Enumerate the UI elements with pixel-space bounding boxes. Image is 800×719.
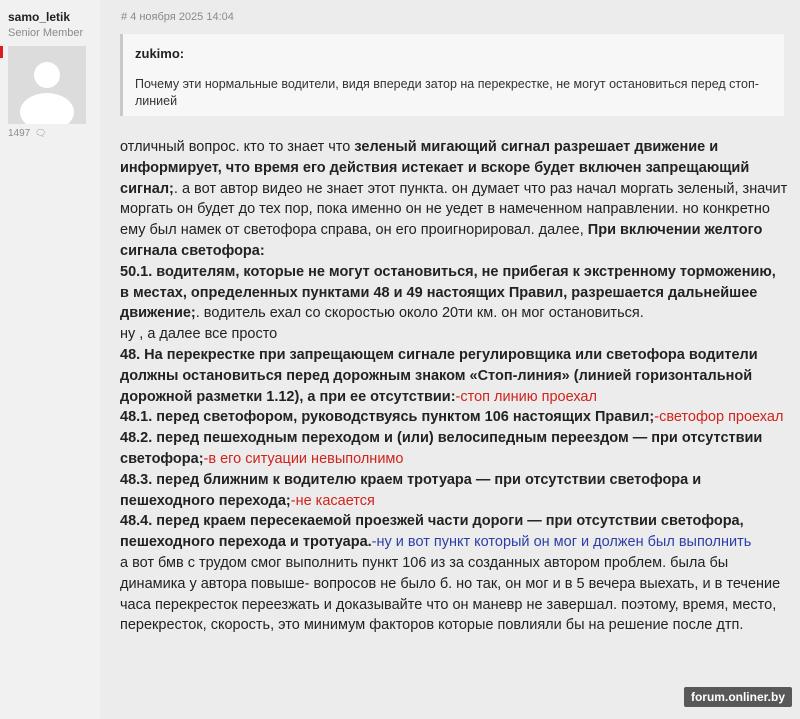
bold-rule-text: 48.3. перед ближним к водителю краем тротуара — при отсутствии светофора и пешеходного перехода; xyxy=(120,471,702,509)
speech-bubble-icon: 🗨 xyxy=(35,128,47,138)
author-rank: Senior Member xyxy=(8,27,84,39)
author-panel xyxy=(0,0,100,719)
paragraph-rule-48-4 xyxy=(120,511,788,553)
bold-rule-text: При включении желтого сигнала светофора: xyxy=(120,222,763,259)
quote-author: zukimo: xyxy=(135,46,185,61)
post-count xyxy=(8,128,46,139)
post-meta xyxy=(121,11,234,23)
text-segment: ну , а далее все просто xyxy=(120,326,278,343)
paragraph-rule-48-2 xyxy=(120,428,788,470)
site-watermark: forum.onliner.by xyxy=(684,687,792,707)
bold-rule-text: 48. На перекрестке при запрещающем сигнале регулировщика или светофора водители должны остановиться перед дорожным знаком «Стоп-линия» (линией горизонтальной дорожной разметки 1.12), а при ее отсутствии: xyxy=(120,346,758,405)
paragraph-intro xyxy=(120,137,788,262)
blue-comment: -ну и вот пункт который он мог и должен был выполнить xyxy=(371,534,752,551)
red-comment: -стоп линию проехал xyxy=(455,388,597,405)
paragraph-rule-48-3 xyxy=(120,470,788,512)
red-comment: -не касается xyxy=(290,492,375,509)
text-segment: отличный вопрос. кто то знает что xyxy=(120,139,355,155)
bold-rule-text: зеленый мигающий сигнал разрешает движение и информирует, что время его действия истекает и вскоре будет включен запрещающий сигнал; xyxy=(120,139,750,197)
avatar[interactable] xyxy=(8,46,86,124)
paragraph-rule-48 xyxy=(120,345,788,407)
post-permalink[interactable]: # xyxy=(121,11,128,23)
user-silhouette-icon xyxy=(8,46,86,124)
paragraph-conclusion xyxy=(120,553,788,636)
post-count-value: 1497 xyxy=(8,128,31,139)
online-indicator xyxy=(0,46,3,58)
quote-block xyxy=(120,34,784,116)
quote-text: Почему эти нормальные водители, видя впереди затор на перекрестке, не могут остановиться перед стоп-линией xyxy=(135,77,759,108)
paragraph-simple xyxy=(120,324,788,345)
text-segment: а вот бмв с трудом смог выполнить пункт 106 из за созданных автором проблем. была бы динамика у автора повыше- вопросов не было б. но так, он мог и в 5 вечера выехать, и в течение часа перекресток переезжать и доказывайте что он маневр не завершал. поэтому, время, место, перекресток, скорость, это минимум факторов которые повлияли бы на решение после дтп. xyxy=(120,554,781,634)
red-comment: -в его ситуации невыполнимо xyxy=(203,450,404,467)
text-segment: . а вот автор видео не знает этот пункта. он думает что раз начал моргать зеленый, значит моргать он будет до тех пор, пока именно он не уедет в намеченном направлении. но конкретно ему был намек от светофора справа, он его проигнорировал. далее, xyxy=(120,180,788,239)
bold-rule-text: 50.1. водителям, которые не могут остановиться, не прибегая к экстренному торможению, в местах, определенных пунктами 48 и 49 настоящих Правил, разрешается дальнейшее движение; xyxy=(120,263,776,322)
bold-rule-text: 48.4. перед краем пересекаемой проезжей части дороги — при отсутствии светофора, пешеходного перехода и тротуара. xyxy=(120,513,744,551)
paragraph-rule-50-1 xyxy=(120,262,788,324)
text-segment: . водитель ехал со скоростью около 20ти км. он мог остановиться. xyxy=(195,305,644,322)
author-name[interactable]: samo_letik xyxy=(8,10,71,24)
bold-rule-text: 48.2. перед пешеходным переходом и (или) велосипедным переездом — при отсутствии светофора; xyxy=(120,430,763,467)
paragraph-rule-48-1 xyxy=(120,407,788,428)
bold-rule-text: 48.1. перед светофором, руководствуясь пунктом 106 настоящих Правил; xyxy=(120,409,655,426)
post-body xyxy=(120,137,788,636)
red-comment: -светофор проехал xyxy=(654,409,784,426)
post-timestamp: 4 ноября 2025 14:04 xyxy=(130,11,234,23)
